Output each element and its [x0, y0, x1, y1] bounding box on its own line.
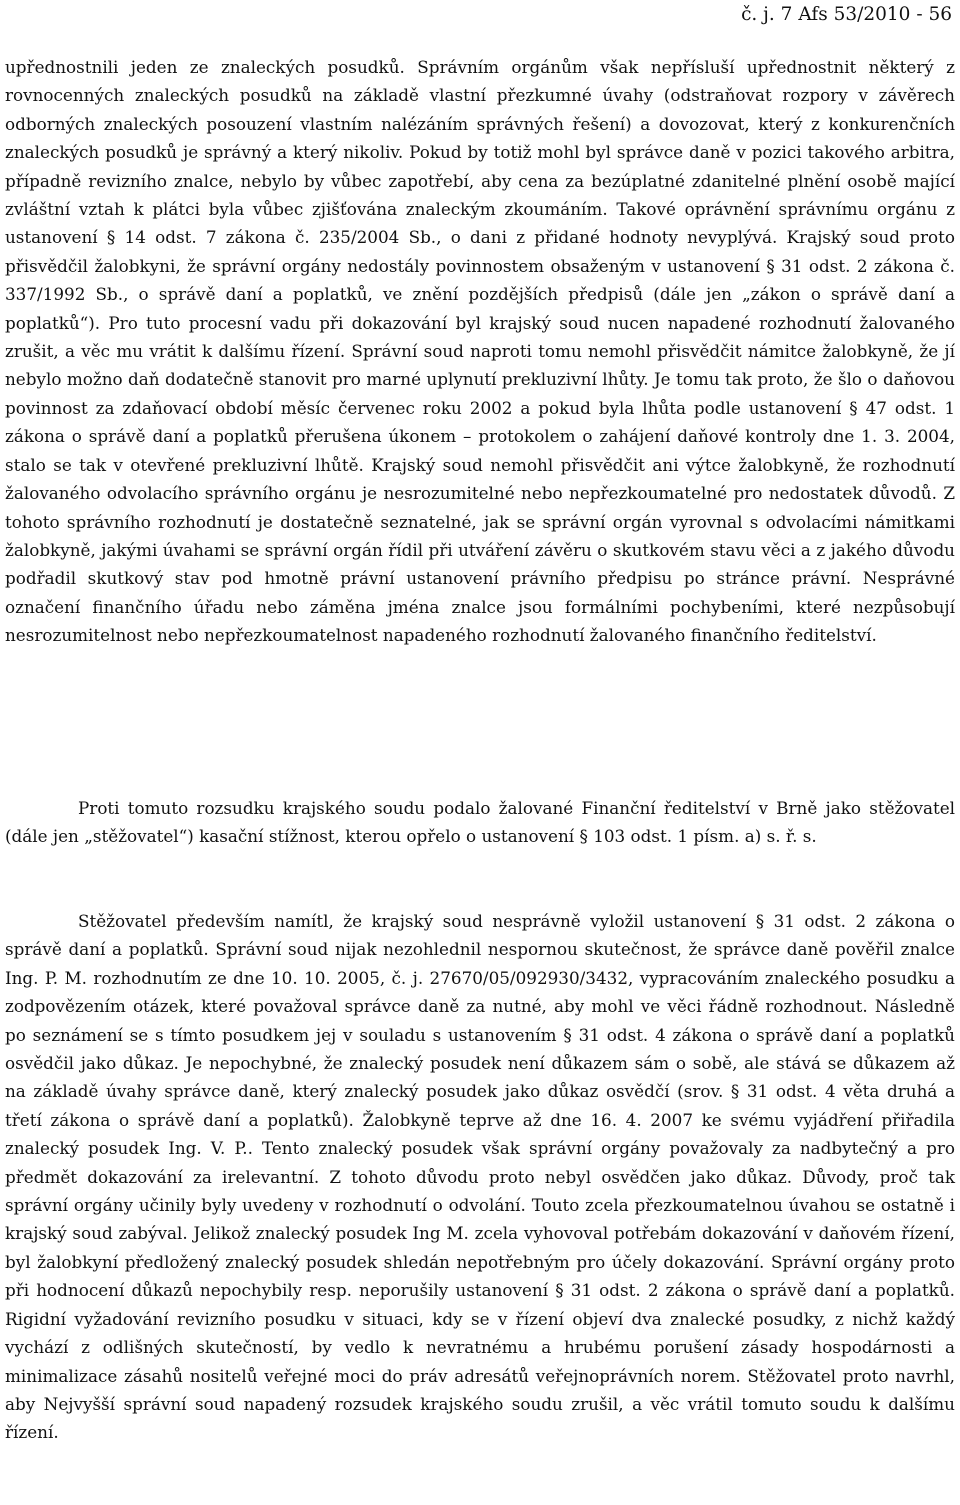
paragraph-2: Proti tomuto rozsudku krajského soudu podalo žalované Finanční ředitelství v Brně jako stěžovatel (dále jen „stěžovatel“) kasační stížnost, kterou opřelo o ustanovení § 103 odst. 1 písm. a) s. ř. s.: [5, 798, 955, 847]
paragraph-3: Stěžovatel především namítl, že krajský soud nesprávně vyložil ustanovení § 31 odst. 2 zákona o správě daní a poplatků. Správní soud nijak nezohlednil nespornou skutečnost, že správce daně pověřil znalce Ing. P. M. rozhodnutím ze dne 10. 10. 2005, č. j. 27670/05/092930/3432, vypracováním znaleckého posudku a zodpovězením otázek, které považoval správce daně za nutné, aby mohl ve věci řádně rozhodnout. Následně po seznámení se s tímto posudkem jej v souladu s ustanovením § 31 odst. 4 zákona o správě daní a poplatků osvědčil jako důkaz. Je nepochybné, že znalecký posudek není důkazem sám o sobě, ale stává se důkazem až na základě úvahy správce daně, který znalecký posudek jako důkaz osvědčí (srov. § 31 odst. 4 věta druhá a třetí zákona o správě daní a poplatků). Žalobkyně teprve až dne 16. 4. 2007 ke svému vyjádření přiřadila znalecký posudek Ing. V. P.. Tento znalecký posudek však správní orgány považovaly za nadbytečný a pro předmět dokazování za irelevantní. Z tohoto důvodu proto nebyl osvědčen jako důkaz. Důvody, proč tak správní orgány učinily byly uvedeny v rozhodnutí o odvolání. Touto zcela přezkoumatelnou úvahou se ostatně i krajský soud zabýval. Jelikož znalecký posudek Ing M. zcela vyhovoval potřebám dokazování v daňovém řízení, byl žalobkyní předložený znalecký posudek shledán nepotřebným pro účely dokazování. Správní orgány proto při hodnocení důkazů nepochybily resp. neporušily ustanovení § 31 odst. 2 zákona o správě daní a poplatků. Rigidní vyžadování revizního posudku v situaci, kdy se v řízení objeví dva znalecké posudky, z nichž každý vychází z odlišných skutečností, by vedlo k nevratnému a hrubému porušení zásady hospodárnosti a minimalizace zásahů nositelů veřejné moci do práv adresátů veřejnoprávních norem. Stěžovatel proto navrhl, aby Nejvyšší správní soud napadený rozsudek krajského soudu zrušil, a věc vrátil tomuto soudu k dalšímu řízení.: [5, 911, 955, 1443]
case-number-header: č. j. 7 Afs 53/2010 - 56: [741, 4, 952, 25]
paragraph-1: upřednostnili jeden ze znaleckých posudků. Správním orgánům však nepřísluší upřednostnit některý z rovnocenných znaleckých posudků na základě vlastní přezkumné úvahy (odstraňovat rozpory v závěrech odborných znaleckých posouzení vlastním nalézáním správných řešení) a dovozovat, který z konkurenčních znaleckých posudků je správný a který nikoliv. Pokud by totiž mohl byl správce daně v pozici takového arbitra, případně revizního znalce, nebylo by vůbec zapotřebí, aby cena za bezúplatné zdanitelné plnění osobě mající zvláštní vztah k plátci byla vůbec zjišťována znaleckým zkoumáním. Takové oprávnění správnímu orgánu z ustanovení § 14 odst. 7 zákona č. 235/2004 Sb., o dani z přidané hodnoty nevyplývá. Krajský soud proto přisvědčil žalobkyni, že správní orgány nedostály povinnostem obsaženým v ustanovení § 31 odst. 2 zákona č. 337/1992 Sb., o správě daní a poplatků, ve znění pozdějších předpisů (dále jen „zákon o správě daní a poplatků“). Pro tuto procesní vadu při dokazování byl krajský soud nucen napadené rozhodnutí žalovaného zrušit, a věc mu vrátit k dalšímu řízení. Správní soud naproti tomu nemohl přisvědčit námitce žalobkyně, že jí nebylo možno daň dodatečně stanovit pro marné uplynutí prekluzivní lhůty. Je tomu tak proto, že šlo o daňovou povinnost za zdaňovací období měsíc červenec roku 2002 a pokud byla lhůta podle ustanovení § 47 odst. 1 zákona o správě daní a poplatků přerušena úkonem – protokolem o zahájení daňové kontroly dne 1. 3. 2004, stalo se tak v otevřené prekluzivní lhůtě. Krajský soud nemohl přisvědčit ani výtce žalobkyně, že rozhodnutí žalovaného odvolacího správního orgánu je nesrozumitelné nebo nepřezkoumatelné pro nedostatek důvodů. Z tohoto správního rozhodnutí je dostatečně seznatelné, jak se správní orgán vyrovnal s odvolacími námitkami žalobkyně, jakými úvahami se správní orgán řídil při utváření závěru o skutkovém stavu věci a z jakého důvodu podřadil skutkový stav pod hmotně právní ustanovení právního předpisu po stránce právní. Nesprávné označení finančního úřadu nebo záměna jména znalce jsou formálními pochybeními, které nezpůsobují nesrozumitelnost nebo nepřezkoumatelnost napadeného rozhodnutí žalovaného finančního ředitelství.: [5, 57, 955, 646]
